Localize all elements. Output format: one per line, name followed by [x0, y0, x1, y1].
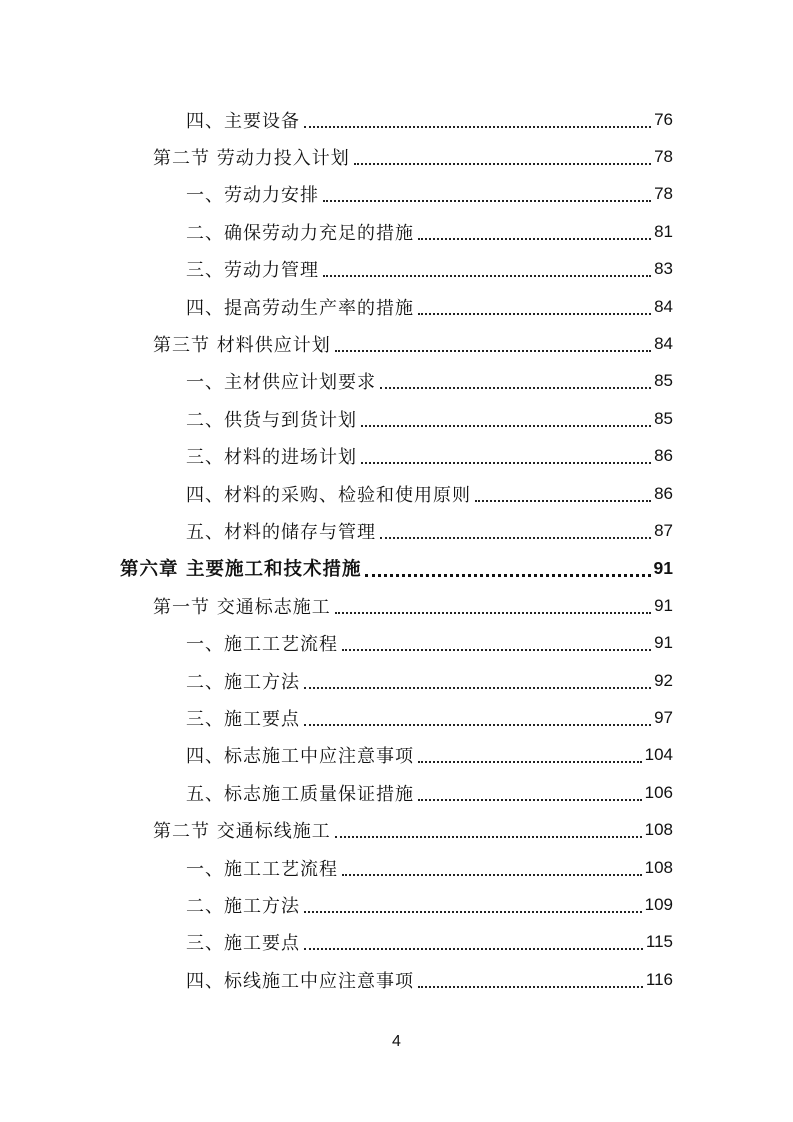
- toc-entry-title: 四、主要设备: [186, 110, 300, 132]
- toc-entry-title: 三、施工要点: [186, 708, 300, 730]
- toc-entry[interactable]: [0, 512, 793, 549]
- table-of-contents: [0, 101, 793, 998]
- toc-entry[interactable]: [0, 325, 793, 362]
- toc-dot-leader: [354, 163, 651, 165]
- toc-entry[interactable]: [0, 176, 793, 213]
- toc-dot-leader: [304, 948, 643, 950]
- toc-entry-title: 第一节 交通标志施工: [153, 596, 331, 618]
- toc-entry-title: 第六章 主要施工和技术措施: [120, 559, 362, 581]
- toc-dot-leader: [418, 238, 651, 240]
- toc-entry-title: 二、施工方法: [186, 671, 300, 693]
- toc-dot-leader: [335, 836, 642, 838]
- toc-dot-leader: [335, 350, 651, 352]
- toc-entry-title: 三、材料的进场计划: [186, 447, 357, 469]
- toc-entry-title: 二、施工方法: [186, 895, 300, 917]
- toc-entry-title: 一、施工工艺流程: [186, 858, 338, 880]
- toc-dot-leader: [361, 425, 651, 427]
- toc-entry[interactable]: [0, 811, 793, 848]
- toc-dot-leader: [304, 687, 651, 689]
- toc-dot-leader: [475, 500, 651, 502]
- toc-entry-page: 78: [654, 184, 673, 204]
- toc-entry[interactable]: [0, 624, 793, 661]
- page-number: 4: [392, 1033, 401, 1050]
- toc-entry[interactable]: [0, 662, 793, 699]
- toc-entry-page: 97: [654, 707, 673, 727]
- toc-entry[interactable]: [0, 475, 793, 512]
- toc-entry[interactable]: [0, 737, 793, 774]
- toc-dot-leader: [361, 462, 651, 464]
- toc-dot-leader: [418, 313, 651, 315]
- toc-entry-page: 116: [645, 969, 673, 989]
- toc-dot-leader: [342, 874, 642, 876]
- toc-entry[interactable]: [0, 288, 793, 325]
- toc-entry[interactable]: [0, 849, 793, 886]
- toc-dot-leader: [304, 911, 642, 913]
- toc-entry-title: 一、劳动力安排: [186, 185, 319, 207]
- toc-entry-title: 四、提高劳动生产率的措施: [186, 297, 414, 319]
- toc-entry[interactable]: [0, 886, 793, 923]
- toc-dot-leader: [304, 126, 651, 128]
- toc-entry[interactable]: [0, 699, 793, 736]
- toc-entry-title: 二、确保劳动力充足的措施: [186, 222, 414, 244]
- toc-entry-page: 84: [654, 296, 673, 316]
- toc-entry-title: 第二节 劳动力投入计划: [153, 148, 350, 170]
- toc-entry[interactable]: [0, 961, 793, 998]
- toc-dot-leader: [418, 761, 642, 763]
- toc-dot-leader: [323, 200, 651, 202]
- toc-dot-leader: [380, 387, 651, 389]
- toc-entry-title: 一、主材供应计划要求: [186, 372, 376, 394]
- toc-dot-leader: [323, 275, 651, 277]
- toc-entry[interactable]: [0, 924, 793, 961]
- toc-entry-page: 81: [654, 221, 673, 241]
- toc-entry-title: 五、材料的储存与管理: [186, 521, 376, 543]
- toc-entry-page: 78: [654, 147, 673, 167]
- toc-entry-page: 92: [654, 670, 673, 690]
- toc-entry-title: 四、标志施工中应注意事项: [186, 746, 414, 768]
- toc-entry-title: 三、劳动力管理: [186, 260, 319, 282]
- toc-entry-title: 四、材料的采购、检验和使用原则: [186, 484, 471, 506]
- toc-dot-leader: [342, 649, 651, 651]
- toc-entry-page: 85: [654, 371, 673, 391]
- toc-entry-page: 91: [653, 557, 673, 578]
- toc-entry[interactable]: [0, 587, 793, 624]
- toc-dot-leader: [304, 724, 651, 726]
- toc-entry-title: 第三节 材料供应计划: [153, 335, 331, 357]
- toc-entry-page: 106: [644, 782, 673, 802]
- toc-chapter-entry[interactable]: [0, 550, 793, 587]
- toc-entry[interactable]: [0, 213, 793, 250]
- toc-entry[interactable]: [0, 774, 793, 811]
- toc-entry[interactable]: [0, 138, 793, 175]
- toc-entry[interactable]: [0, 363, 793, 400]
- toc-entry-page: 86: [654, 483, 673, 503]
- toc-entry-page: 109: [644, 894, 673, 914]
- toc-dot-leader: [418, 986, 643, 988]
- toc-dot-leader: [365, 574, 650, 577]
- toc-entry-page: 115: [645, 932, 673, 952]
- toc-entry[interactable]: [0, 251, 793, 288]
- toc-entry-page: 84: [654, 334, 673, 354]
- toc-entry-page: 87: [654, 520, 673, 540]
- toc-dot-leader: [380, 537, 651, 539]
- toc-dot-leader: [418, 799, 642, 801]
- toc-entry-page: 104: [644, 745, 673, 765]
- toc-entry-title: 一、施工工艺流程: [186, 634, 338, 656]
- toc-entry[interactable]: [0, 400, 793, 437]
- toc-entry-page: 83: [654, 259, 673, 279]
- toc-entry-page: 91: [654, 633, 673, 653]
- toc-entry-page: 76: [654, 109, 673, 129]
- toc-entry-page: 108: [644, 820, 673, 840]
- toc-entry-title: 二、供货与到货计划: [186, 409, 357, 431]
- toc-entry[interactable]: [0, 438, 793, 475]
- toc-entry-title: 三、施工要点: [186, 933, 300, 955]
- toc-entry-page: 86: [654, 446, 673, 466]
- toc-entry-page: 91: [654, 595, 673, 615]
- toc-entry-title: 四、标线施工中应注意事项: [186, 970, 414, 992]
- toc-dot-leader: [335, 612, 651, 614]
- toc-entry-title: 五、标志施工质量保证措施: [186, 783, 414, 805]
- toc-entry-title: 第二节 交通标线施工: [153, 821, 331, 843]
- toc-entry-page: 85: [654, 408, 673, 428]
- toc-entry-page: 108: [644, 857, 673, 877]
- toc-entry[interactable]: [0, 101, 793, 138]
